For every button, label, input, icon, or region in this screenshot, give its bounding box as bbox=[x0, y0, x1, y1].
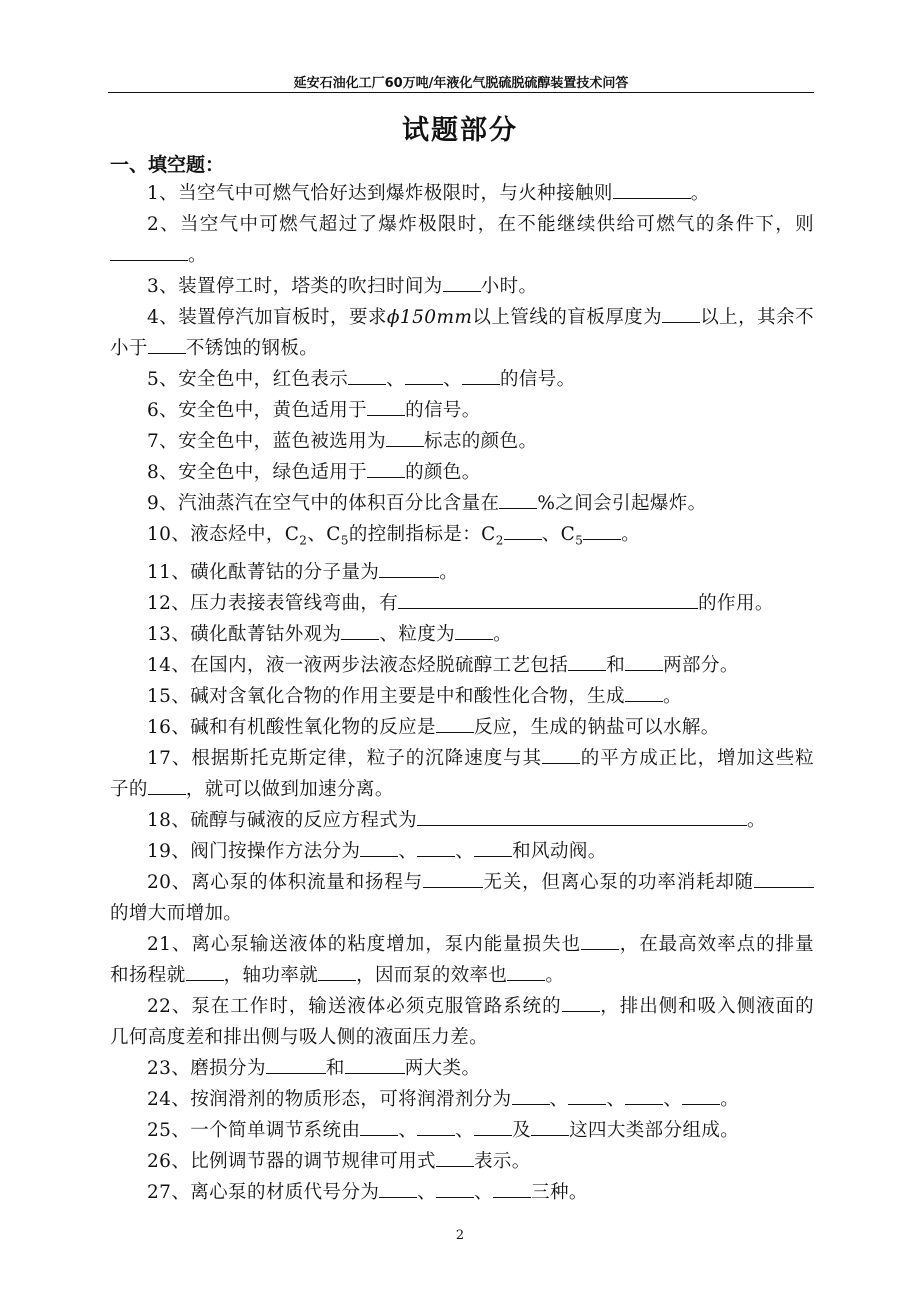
question-text: 11、磺化酞菁钴的分子量为 bbox=[147, 561, 380, 583]
question-text: 。 bbox=[545, 964, 565, 986]
question-text: 、C bbox=[541, 524, 576, 545]
answer-blank bbox=[318, 962, 356, 981]
question-text: ，因而泵的效率也 bbox=[356, 964, 508, 986]
question-text: 5、安全色中，红色表示 bbox=[147, 369, 349, 390]
answer-blank bbox=[662, 304, 700, 323]
answer-blank bbox=[625, 652, 663, 671]
question-text: 、 bbox=[398, 1119, 418, 1141]
question-text: 26、比例调节器的调节规律可用式 bbox=[147, 1150, 436, 1172]
header-rule bbox=[108, 92, 814, 93]
question-text: 16、碱和有机酸性氧化物的反应是 bbox=[147, 716, 436, 738]
question-text: 无关，但离心泵的功率消耗却随 bbox=[483, 871, 755, 893]
answer-blank bbox=[423, 869, 483, 888]
question-text: 、 bbox=[386, 369, 406, 390]
question-item bbox=[110, 619, 814, 650]
question-text: ，排出侧和吸入侧液面的几何高度差和排出侧与吸人侧的液面压力差。 bbox=[110, 995, 815, 1048]
answer-blank bbox=[367, 397, 405, 416]
question-item bbox=[110, 805, 814, 836]
question-text: 3、装置停工时，塔类的吹扫时间为 bbox=[147, 276, 443, 297]
question-text: 、 bbox=[549, 1088, 569, 1110]
answer-blank bbox=[462, 366, 500, 385]
question-text: 6、安全色中，黄色适用于 bbox=[147, 400, 368, 421]
question-text: 两大类。 bbox=[404, 1057, 481, 1079]
answer-blank bbox=[398, 590, 698, 609]
question-item bbox=[110, 302, 814, 364]
answer-blank bbox=[499, 490, 537, 509]
question-text: 的信号。 bbox=[405, 400, 481, 421]
question-item bbox=[110, 712, 814, 743]
question-text: 17、根据斯托克斯定律，粒子的沉降速度与其 bbox=[147, 747, 543, 769]
subscript: 5 bbox=[575, 533, 584, 548]
question-text: ，轴功率就 bbox=[223, 964, 319, 986]
question-text: 27、离心泵的材质代号分为 bbox=[147, 1181, 380, 1203]
question-item bbox=[110, 1146, 814, 1177]
answer-blank bbox=[148, 335, 186, 354]
question-text: 23、磨损分为 bbox=[147, 1057, 266, 1079]
question-item bbox=[110, 178, 814, 209]
answer-blank bbox=[417, 807, 747, 826]
answer-blank bbox=[568, 652, 606, 671]
question-text: 、 bbox=[474, 1181, 494, 1203]
question-item bbox=[110, 457, 814, 488]
question-text: 的平方成正比，增加这些粒子的 bbox=[110, 747, 814, 800]
question-text: 的作用。 bbox=[698, 592, 774, 614]
question-text: 13、磺化酞菁钴外观为 bbox=[147, 623, 342, 645]
question-text: 和 bbox=[325, 1057, 345, 1079]
formula-text: ϕ150mm bbox=[386, 307, 473, 328]
question-text: 。 bbox=[662, 685, 682, 707]
question-item bbox=[110, 1053, 814, 1084]
answer-blank bbox=[436, 1179, 474, 1198]
answer-blank bbox=[148, 776, 186, 795]
answer-blank bbox=[568, 1086, 606, 1105]
answer-blank bbox=[613, 180, 691, 199]
answer-blank bbox=[581, 931, 619, 950]
question-text: 。 bbox=[188, 245, 207, 266]
question-item bbox=[110, 557, 814, 588]
answer-blank bbox=[417, 1117, 455, 1136]
question-item bbox=[110, 991, 814, 1053]
question-text: 24、按润滑剂的物质形态，可将润滑剂分为 bbox=[147, 1088, 512, 1110]
question-text: 的颜色。 bbox=[405, 462, 481, 483]
question-text: 10、液态烃中，C bbox=[147, 524, 300, 545]
question-text: 三种。 bbox=[531, 1181, 588, 1203]
running-header: 延安石油化工厂60万吨/年液化气脱硫脱硫醇装置技术问答 bbox=[293, 76, 629, 91]
question-text: 反应，生成的钠盐可以水解。 bbox=[473, 716, 720, 738]
answer-blank bbox=[360, 838, 398, 857]
question-item bbox=[110, 1115, 814, 1146]
question-text: 7、安全色中，蓝色被选用为 bbox=[147, 431, 386, 452]
answer-blank bbox=[583, 521, 621, 540]
question-item bbox=[110, 1084, 814, 1115]
question-text: 。 bbox=[621, 524, 641, 545]
question-text: 、 bbox=[398, 840, 418, 862]
answer-blank bbox=[186, 962, 224, 981]
question-text: 小时。 bbox=[480, 276, 538, 297]
answer-blank bbox=[360, 1117, 398, 1136]
question-text: 、 bbox=[417, 1181, 437, 1203]
question-item bbox=[110, 650, 814, 681]
question-item bbox=[110, 488, 814, 519]
answer-blank bbox=[625, 683, 663, 702]
question-text: 、 bbox=[455, 840, 475, 862]
question-text: 9、汽油蒸汽在空气中的体积百分比含量在 bbox=[147, 493, 500, 514]
question-text: 25、一个简单调节系统由 bbox=[147, 1119, 361, 1141]
question-text: ，在最高效率点的排量和扬程就 bbox=[110, 933, 814, 986]
answer-blank bbox=[682, 1086, 720, 1105]
answer-blank bbox=[379, 559, 439, 578]
answer-blank bbox=[417, 838, 455, 857]
question-text: 2、当空气中可燃气超过了爆炸极限时，在不能继续供给可燃气的条件下，则 bbox=[147, 214, 814, 235]
subscript: 2 bbox=[299, 533, 308, 548]
question-text: 不锈蚀的钢板。 bbox=[185, 338, 319, 359]
question-list bbox=[110, 178, 814, 1208]
question-text: 。 bbox=[747, 809, 766, 831]
question-item bbox=[110, 364, 814, 395]
question-text: 22、泵在工作时，输送液体必须克服管路系统的 bbox=[147, 995, 562, 1017]
question-text: ，就可以做到加速分离。 bbox=[185, 778, 394, 800]
question-item bbox=[110, 836, 814, 867]
question-text: 1、当空气中可燃气恰好达到爆炸极限时，与火种接触则 bbox=[147, 183, 613, 204]
question-text: 、 bbox=[606, 1088, 626, 1110]
question-text: 和 bbox=[606, 654, 626, 676]
question-text: 8、安全色中，绿色适用于 bbox=[147, 462, 368, 483]
answer-blank bbox=[386, 428, 424, 447]
question-text: 、 bbox=[455, 1119, 475, 1141]
answer-blank bbox=[512, 1086, 550, 1105]
question-text: 、粒度为 bbox=[379, 623, 456, 645]
answer-blank bbox=[474, 1117, 512, 1136]
answer-blank bbox=[754, 869, 814, 888]
question-text: 表示。 bbox=[473, 1150, 531, 1172]
question-text: 标志的颜色。 bbox=[423, 431, 538, 452]
answer-blank bbox=[562, 993, 600, 1012]
question-text: 及 bbox=[512, 1119, 532, 1141]
answer-blank bbox=[405, 366, 443, 385]
question-text: 14、在国内，液一液两步法液态烃脱硫醇工艺包括 bbox=[147, 654, 569, 676]
question-text: 以上，其余不小于 bbox=[110, 307, 814, 359]
answer-blank bbox=[455, 621, 493, 640]
answer-blank bbox=[341, 621, 379, 640]
page-title: 试题部分 bbox=[402, 115, 518, 146]
answer-blank bbox=[504, 521, 542, 540]
answer-blank bbox=[436, 714, 474, 733]
question-text: 这四大类部分组成。 bbox=[569, 1119, 740, 1141]
page-number: 2 bbox=[455, 1228, 465, 1243]
answer-blank bbox=[474, 838, 512, 857]
question-text: 和风动阀。 bbox=[512, 840, 607, 862]
question-item bbox=[110, 1177, 814, 1208]
answer-blank bbox=[436, 1148, 474, 1167]
question-item bbox=[110, 519, 814, 557]
answer-blank bbox=[531, 1117, 569, 1136]
answer-blank bbox=[379, 1179, 417, 1198]
question-text: 以上管线的盲板厚度为 bbox=[472, 307, 663, 328]
question-text: 的控制指标是：C bbox=[348, 524, 496, 545]
answer-blank bbox=[110, 242, 188, 261]
question-text: 、 bbox=[663, 1088, 683, 1110]
question-text: 。 bbox=[439, 561, 459, 583]
answer-blank bbox=[443, 273, 481, 292]
answer-blank bbox=[542, 745, 580, 764]
question-item bbox=[110, 743, 814, 805]
question-item bbox=[110, 681, 814, 712]
question-item bbox=[110, 426, 814, 457]
subscript: 2 bbox=[495, 533, 504, 548]
question-text: 、C bbox=[307, 524, 341, 545]
question-text: 4、装置停汽加盲板时，要求 bbox=[147, 307, 387, 328]
question-text: 。 bbox=[690, 183, 710, 204]
question-text: 19、阀门按操作方法分为 bbox=[147, 840, 361, 862]
section-heading: 一、填空题： bbox=[110, 154, 225, 176]
question-text: %之间会引起爆炸。 bbox=[537, 493, 707, 514]
answer-blank bbox=[493, 1179, 531, 1198]
question-text: 15、碱对含氧化合物的作用主要是中和酸性化合物，生成 bbox=[147, 685, 625, 707]
answer-blank bbox=[367, 459, 405, 478]
question-item bbox=[110, 209, 814, 271]
question-text: 的增大而增加。 bbox=[110, 902, 243, 924]
answer-blank bbox=[507, 962, 545, 981]
question-text: 20、离心泵的体积流量和扬程与 bbox=[147, 871, 424, 893]
question-text: 的信号。 bbox=[499, 369, 576, 390]
answer-blank bbox=[266, 1055, 326, 1074]
subscript: 5 bbox=[340, 533, 349, 548]
question-text: 21、离心泵输送液体的粘度增加，泵内能量损失也 bbox=[147, 933, 582, 955]
question-text: 18、硫醇与碱液的反应方程式为 bbox=[147, 809, 418, 831]
question-item bbox=[110, 929, 814, 991]
question-text: 、 bbox=[443, 369, 462, 390]
answer-blank bbox=[345, 1055, 405, 1074]
question-text: 12、压力表接表管线弯曲，有 bbox=[147, 592, 399, 614]
question-item bbox=[110, 271, 814, 302]
question-text: 。 bbox=[493, 623, 512, 645]
question-item bbox=[110, 867, 814, 929]
answer-blank bbox=[625, 1086, 663, 1105]
question-item bbox=[110, 588, 814, 619]
answer-blank bbox=[348, 366, 386, 385]
question-text: 两部分。 bbox=[663, 654, 739, 676]
question-item bbox=[110, 395, 814, 426]
question-text: 。 bbox=[720, 1088, 740, 1110]
